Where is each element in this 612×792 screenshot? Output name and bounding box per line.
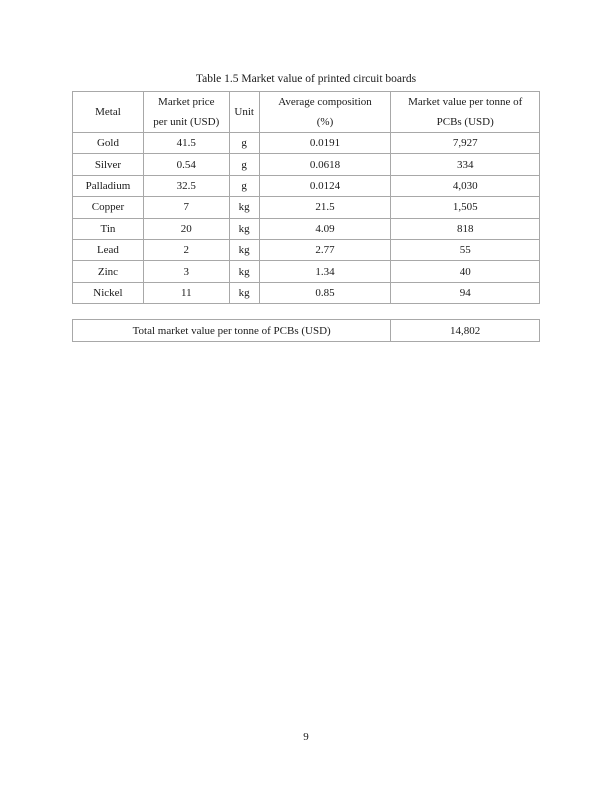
cell-composition: 0.0191: [259, 133, 391, 154]
cell-price: 20: [143, 218, 229, 239]
header-average-composition: Average composition (%): [259, 92, 391, 133]
table-row: [73, 218, 540, 239]
cell-metal: Zinc: [73, 261, 144, 282]
header-market-value: Market value per tonne of PCBs (USD): [391, 92, 540, 133]
table-header-row: [73, 92, 540, 133]
cell-unit: kg: [229, 239, 259, 260]
header-market-price: Market price per unit (USD): [143, 92, 229, 133]
table-row: [73, 282, 540, 303]
cell-price: 11: [143, 282, 229, 303]
cell-price: 3: [143, 261, 229, 282]
cell-unit: g: [229, 154, 259, 175]
cell-composition: 21.5: [259, 197, 391, 218]
cell-composition: 1.34: [259, 261, 391, 282]
cell-unit: kg: [229, 282, 259, 303]
cell-unit: kg: [229, 218, 259, 239]
table-row: [73, 239, 540, 260]
total-row: [73, 320, 540, 342]
cell-value: 55: [391, 239, 540, 260]
cell-price: 41.5: [143, 133, 229, 154]
cell-value: 818: [391, 218, 540, 239]
total-value-table: [72, 319, 540, 342]
header-unit: Unit: [229, 92, 259, 133]
cell-value: 334: [391, 154, 540, 175]
cell-unit: kg: [229, 197, 259, 218]
cell-value: 40: [391, 261, 540, 282]
cell-metal: Tin: [73, 218, 144, 239]
cell-price: 0.54: [143, 154, 229, 175]
table-row: [73, 154, 540, 175]
cell-composition: 2.77: [259, 239, 391, 260]
table-row: [73, 175, 540, 196]
cell-metal: Silver: [73, 154, 144, 175]
cell-composition: 4.09: [259, 218, 391, 239]
cell-unit: g: [229, 175, 259, 196]
cell-metal: Lead: [73, 239, 144, 260]
table-row: [73, 261, 540, 282]
cell-metal: Gold: [73, 133, 144, 154]
cell-composition: 0.85: [259, 282, 391, 303]
cell-value: 94: [391, 282, 540, 303]
table-row: [73, 197, 540, 218]
cell-value: 7,927: [391, 133, 540, 154]
cell-unit: kg: [229, 261, 259, 282]
cell-value: 4,030: [391, 175, 540, 196]
cell-metal: Copper: [73, 197, 144, 218]
header-metal: Metal: [73, 92, 144, 133]
cell-metal: Nickel: [73, 282, 144, 303]
total-label: Total market value per tonne of PCBs (USD): [73, 320, 391, 342]
table-caption: Table 1.5 Market value of printed circuit boards: [195, 73, 417, 85]
cell-unit: g: [229, 133, 259, 154]
table-row: [73, 133, 540, 154]
cell-value: 1,505: [391, 197, 540, 218]
cell-price: 7: [143, 197, 229, 218]
page-number: 9: [303, 731, 309, 743]
cell-composition: 0.0618: [259, 154, 391, 175]
market-value-table: [72, 91, 540, 304]
cell-price: 2: [143, 239, 229, 260]
cell-price: 32.5: [143, 175, 229, 196]
cell-metal: Palladium: [73, 175, 144, 196]
total-value: 14,802: [391, 320, 540, 342]
cell-composition: 0.0124: [259, 175, 391, 196]
